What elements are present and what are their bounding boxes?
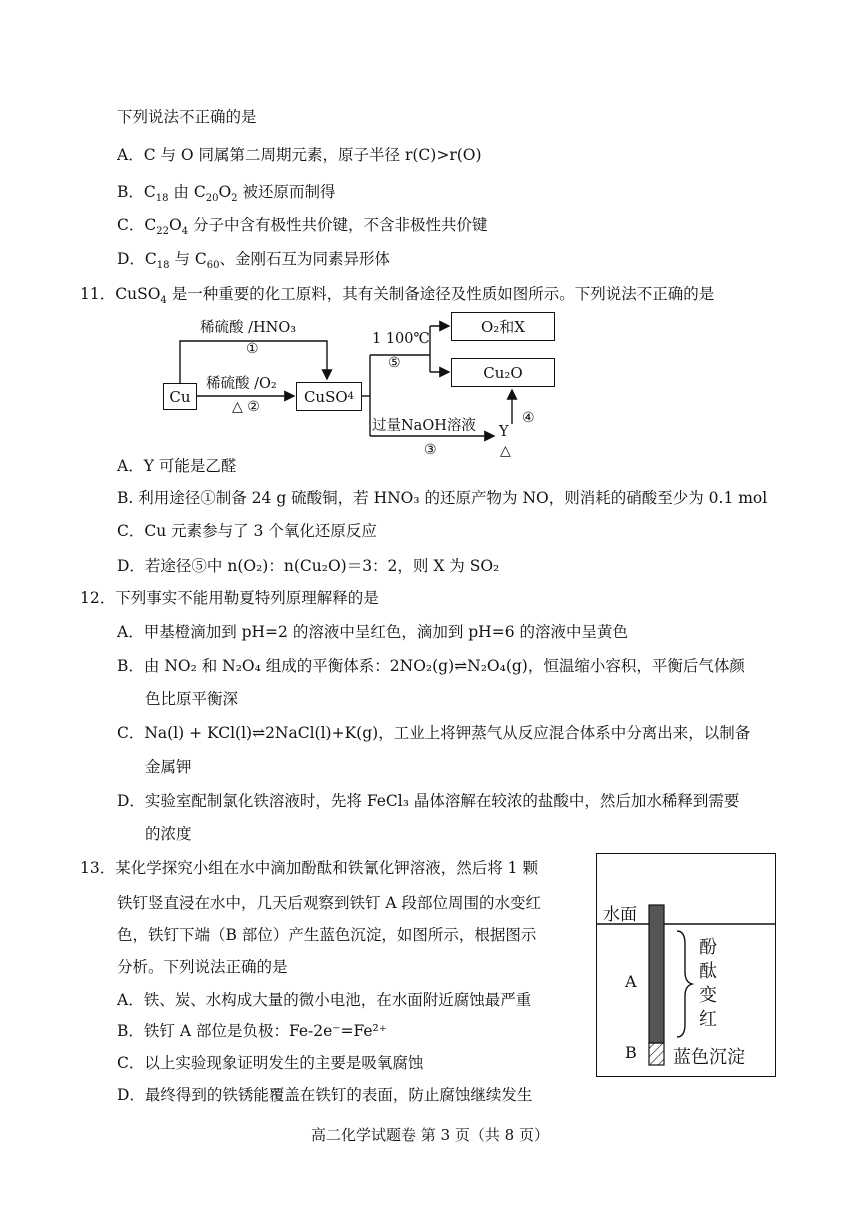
route3-label: 过量NaOH溶液	[372, 418, 476, 434]
text: 被还原而制得	[237, 183, 336, 201]
blue-precipitate-label: 蓝色沉淀	[673, 1047, 745, 1068]
text: O	[168, 216, 182, 234]
text: C．C	[117, 216, 157, 234]
label-b: B	[625, 1043, 637, 1062]
sub: 22	[156, 226, 169, 238]
page-footer: 高二化学试题卷 第 3 页（共 8 页）	[311, 1126, 549, 1144]
q13-stem-line4: 分析。下列说法正确的是	[117, 958, 288, 976]
q12-option-d-line2: 的浓度	[145, 825, 192, 843]
label-a: A	[625, 972, 637, 991]
q13-stem-line1	[80, 857, 538, 879]
text: 是一种重要的化工原料，其有关制备途径及性质如图所示。下列说法不正确的是	[166, 285, 715, 303]
water-surface-label: 水面	[603, 905, 637, 925]
q13-option-a: A．铁、炭、水构成大量的微小电池，在水面附近腐蚀最严重	[117, 991, 532, 1009]
sub: 4	[160, 295, 167, 307]
q13-option-d: D．最终得到的铁锈能覆盖在铁钉的表面，防止腐蚀继续发生	[117, 1086, 533, 1104]
route1-label: 稀硫酸 /HNO₃	[200, 320, 297, 336]
route5-temperature: 1 100℃	[372, 331, 430, 347]
q11-option-b: B. 利用途径①制备 24 g 硫酸铜，若 HNO₃ 的还原产物为 NO，则消耗的硝酸至少为 0.1 mol	[117, 489, 768, 507]
sub: 18	[155, 193, 169, 205]
question-number: 11．	[80, 285, 116, 303]
q13-option-b: B．铁钉 A 部位是负极：Fe-2e⁻=Fe²⁺	[117, 1022, 387, 1040]
cu-box	[163, 383, 197, 410]
text: 某化学探究小组在水中滴加酚酞和铁氰化钾溶液，然后将 1 颗	[115, 859, 538, 877]
q13-stem-line3: 色，铁钉下端（B 部位）产生蓝色沉淀，如图所示，根据图示	[117, 926, 537, 944]
o2-x-box: O₂和X	[451, 312, 555, 341]
sub: 2	[231, 193, 238, 205]
text: 分子中含有极性共价键，不含非极性共价键	[188, 216, 488, 234]
route3-number: ③	[424, 442, 437, 458]
q13-stem-line2: 铁钉竖直浸在水中，几天后观察到铁钉 A 段部位周围的水变红	[117, 894, 542, 912]
text: CuSO	[303, 387, 348, 406]
route2-label: 稀硫酸 /O₂	[206, 376, 277, 392]
q13-figure	[596, 853, 776, 1077]
text: O	[218, 183, 232, 201]
q10-option-b	[117, 181, 335, 203]
q10-option-a: A．C 与 O 同属第二周期元素，原子半径 r(C)>r(O)	[117, 146, 482, 164]
q11-option-a: A．Y 可能是乙醛	[117, 457, 237, 475]
text: B．C	[117, 183, 156, 201]
q12-option-b-line1: B．由 NO₂ 和 N₂O₄ 组成的平衡体系：2NO₂(g)⇌N₂O₄(g)，恒温缩小容积，平衡后气体颜	[117, 657, 745, 675]
route1-number: ①	[246, 341, 259, 357]
text: D．C	[117, 250, 157, 268]
route5-number: ⑤	[388, 355, 401, 371]
q11-stem	[80, 283, 714, 305]
phenolphthalein-red-label: 酚 酞 变 红	[699, 937, 717, 1030]
q10-option-d	[117, 248, 390, 270]
cu2o-box: Cu₂O	[451, 358, 555, 387]
cuso4-box: CuSO 4	[296, 382, 362, 411]
route2-number: △ ②	[232, 399, 260, 415]
question-number: 12．	[80, 589, 116, 607]
sub: 60	[206, 260, 220, 272]
text: Cu	[169, 387, 191, 406]
q12-option-c-line2: 金属钾	[145, 758, 192, 776]
q13-option-c: C．以上实验现象证明发生的主要是吸氧腐蚀	[117, 1054, 424, 1072]
q10-stem-text: 下列说法不正确的是	[117, 108, 257, 126]
question-number: 13．	[80, 859, 116, 877]
text: 与 C	[169, 250, 207, 268]
q10-stem	[117, 106, 257, 128]
sub: 20	[205, 193, 219, 205]
q11-option-c: C．Cu 元素参与了 3 个氧化还原反应	[117, 522, 377, 540]
q12-option-b-line2: 色比原平衡深	[145, 690, 239, 708]
y-heat-symbol: △	[500, 443, 511, 459]
sub: 18	[156, 260, 170, 272]
q12-option-d-line1: D．实验室配制氯化铁溶液时，先将 FeCl₃ 晶体溶解在较浓的盐酸中，然后加水稀释到需要	[117, 792, 740, 810]
y-label: Y	[499, 424, 509, 440]
text: 由 C	[168, 183, 206, 201]
text: 下列事实不能用勒夏特列原理解释的是	[115, 589, 379, 607]
q11-option-d: D．若途径⑤中 n(O₂)：n(Cu₂O)＝3：2，则 X 为 SO₂	[117, 557, 500, 575]
sub: 4	[181, 226, 189, 238]
q10-option-c	[117, 214, 488, 236]
text: 、金刚石互为同素异形体	[219, 250, 390, 268]
q12-option-c-line1: C．Na(l) + KCl(l)⇌2NaCl(l)+K(g)，工业上将钾蒸气从反应混合体系中分离出来，以制备	[117, 724, 751, 742]
route4-number: ④	[522, 410, 535, 426]
text: CuSO	[115, 285, 161, 303]
q12-stem	[80, 587, 379, 609]
q12-option-a: A．甲基橙滴加到 pH=2 的溶液中呈红色，滴加到 pH=6 的溶液中呈黄色	[117, 623, 628, 641]
